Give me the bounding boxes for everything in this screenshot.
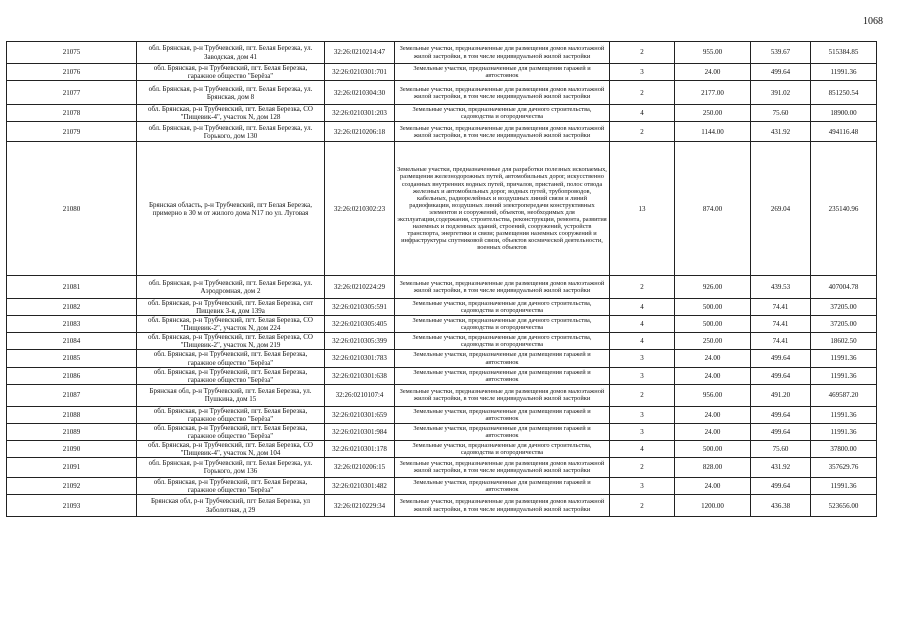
cadastral-value-cell: 515384.85 [811, 42, 877, 64]
row-number-cell: 21082 [7, 299, 137, 316]
specific-value-cell: 391.02 [751, 81, 811, 105]
table-row [7, 440, 877, 457]
land-use-purpose-cell: Земельные участки, предназначенные для размещения гаражей и автостоянок [395, 423, 610, 440]
land-use-purpose-cell: Земельные участки, предназначенные для размещения гаражей и автостоянок [395, 406, 610, 423]
use-group-cell: 13 [610, 142, 675, 276]
area-cell: 500.00 [675, 299, 751, 316]
use-group-cell: 3 [610, 350, 675, 367]
cadastral-number-cell: 32:26:0210301:659 [325, 406, 395, 423]
row-number-cell: 21092 [7, 477, 137, 494]
specific-value-cell: 75.60 [751, 105, 811, 122]
cadastral-value-cell: 18900.00 [811, 105, 877, 122]
area-cell: 2177.00 [675, 81, 751, 105]
cadastral-value-cell: 469587.20 [811, 384, 877, 406]
table-row [7, 333, 877, 350]
cadastral-number-cell: 32:26:0210229:34 [325, 495, 395, 517]
land-use-purpose-cell: Земельные участки, предназначенные для размещения домов малоэтажной жилой застройки, в том числе индивидуальной жилой застройки [395, 457, 610, 477]
cadastral-value-cell: 11991.36 [811, 477, 877, 494]
use-group-cell: 3 [610, 423, 675, 440]
address-cell: Брянская обл, р-н Трубчевский, пгт Белая Березка, ул Заболотная, д 29 [137, 495, 325, 517]
address-cell: Брянская обл, р-н Трубчевский, пгт. Белая Березка, ул. Пушкина, дом 15 [137, 384, 325, 406]
row-number-cell: 21078 [7, 105, 137, 122]
address-cell: обл. Брянская, р-н Трубчевский, пгт. Белая Березка, ул. Горького, дом 130 [137, 122, 325, 142]
row-number-cell: 21084 [7, 333, 137, 350]
cadastral-number-cell: 32:26:0210214:47 [325, 42, 395, 64]
cadastral-number-cell: 32:26:0210224:29 [325, 276, 395, 299]
specific-value-cell: 499.64 [751, 64, 811, 81]
specific-value-cell: 499.64 [751, 350, 811, 367]
use-group-cell: 2 [610, 457, 675, 477]
land-use-purpose-cell: Земельные участки, предназначенные для размещения гаражей и автостоянок [395, 477, 610, 494]
specific-value-cell: 499.64 [751, 477, 811, 494]
cadastral-value-cell: 11991.36 [811, 423, 877, 440]
cadastral-number-cell: 32:26:0210301:203 [325, 105, 395, 122]
cadastral-value-cell: 11991.36 [811, 367, 877, 384]
area-cell: 874.00 [675, 142, 751, 276]
table-row [7, 142, 877, 276]
table-row [7, 384, 877, 406]
table-row [7, 105, 877, 122]
row-number-cell: 21085 [7, 350, 137, 367]
specific-value-cell: 499.64 [751, 423, 811, 440]
row-number-cell: 21088 [7, 406, 137, 423]
cadastral-value-cell: 523656.00 [811, 495, 877, 517]
specific-value-cell: 74.41 [751, 299, 811, 316]
area-cell: 500.00 [675, 440, 751, 457]
cadastral-number-cell: 32:26:0210301:638 [325, 367, 395, 384]
use-group-cell: 2 [610, 81, 675, 105]
cadastral-number-cell: 32:26:0210301:482 [325, 477, 395, 494]
specific-value-cell: 74.41 [751, 316, 811, 333]
row-number-cell: 21076 [7, 64, 137, 81]
cadastral-number-cell: 32:26:0210304:30 [325, 81, 395, 105]
address-cell: обл. Брянская, р-н Трубчевский, пгт. Белая Березка, гаражное общество "Берёза" [137, 406, 325, 423]
cadastral-value-cell: 407004.78 [811, 276, 877, 299]
land-use-purpose-cell: Земельные участки, предназначенные для размещения домов малоэтажной жилой застройки, в том числе индивидуальной жилой застройки [395, 42, 610, 64]
specific-value-cell: 436.38 [751, 495, 811, 517]
cadastral-value-cell: 851250.54 [811, 81, 877, 105]
cadastral-value-cell: 11991.36 [811, 350, 877, 367]
land-use-purpose-cell: Земельные участки, предназначенные для размещения домов малоэтажной жилой застройки, в том числе индивидуальной жилой застройки [395, 384, 610, 406]
area-cell: 500.00 [675, 316, 751, 333]
area-cell: 956.00 [675, 384, 751, 406]
area-cell: 828.00 [675, 457, 751, 477]
specific-value-cell: 439.53 [751, 276, 811, 299]
land-use-purpose-cell: Земельные участки, предназначенные для размещения домов малоэтажной жилой застройки, в том числе индивидуальной жилой застройки [395, 122, 610, 142]
use-group-cell: 4 [610, 333, 675, 350]
use-group-cell: 4 [610, 105, 675, 122]
land-use-purpose-cell: Земельные участки, предназначенные для размещения домов малоэтажной жилой застройки, в том числе индивидуальной жилой застройки [395, 495, 610, 517]
cadastral-number-cell: 32:26:0210107:4 [325, 384, 395, 406]
cadastral-number-cell: 32:26:0210302:23 [325, 142, 395, 276]
row-number-cell: 21083 [7, 316, 137, 333]
specific-value-cell: 74.41 [751, 333, 811, 350]
area-cell: 1200.00 [675, 495, 751, 517]
address-cell: обл. Брянская, р-н Трубчевский, пгт. Белая Березка, снт Пищевик 3-я, дом 139а [137, 299, 325, 316]
table-row [7, 276, 877, 299]
cadastral-value-cell: 11991.36 [811, 406, 877, 423]
area-cell: 1144.00 [675, 122, 751, 142]
address-cell: обл. Брянская, р-н Трубчевский, пгт. Белая Березка, гаражное общество "Берёза" [137, 367, 325, 384]
land-use-purpose-cell: Земельные участки, предназначенные для размещения домов малоэтажной жилой застройки, в том числе индивидуальной жилой застройки [395, 276, 610, 299]
cadastral-value-cell: 18602.50 [811, 333, 877, 350]
table-row [7, 423, 877, 440]
cadastral-number-cell: 32:26:0210305:399 [325, 333, 395, 350]
specific-value-cell: 499.64 [751, 406, 811, 423]
land-use-purpose-cell: Земельные участки, предназначенные для размещения гаражей и автостоянок [395, 64, 610, 81]
row-number-cell: 21080 [7, 142, 137, 276]
use-group-cell: 3 [610, 367, 675, 384]
land-use-purpose-cell: Земельные участки, предназначенные для дачного строительства, садоводства и огородничества [395, 299, 610, 316]
table-row [7, 406, 877, 423]
table-row [7, 367, 877, 384]
specific-value-cell: 75.60 [751, 440, 811, 457]
address-cell: обл. Брянская, р-н Трубчевский, пгт. Белая Березка, СО "Пищевик-4", участок N, дом 128 [137, 105, 325, 122]
address-cell: Брянская область, р-н Трубчевский, пгт Белая Березка, примерно в 30 м от жилого дома N17 по ул. Луговая [137, 142, 325, 276]
area-cell: 24.00 [675, 477, 751, 494]
area-cell: 926.00 [675, 276, 751, 299]
cadastral-number-cell: 32:26:0210305:405 [325, 316, 395, 333]
use-group-cell: 2 [610, 276, 675, 299]
cadastral-value-cell: 235140.96 [811, 142, 877, 276]
cadastral-number-cell: 32:26:0210301:783 [325, 350, 395, 367]
address-cell: обл. Брянская, р-н Трубчевский, пгт. Белая Березка, гаражное общество "Берёза" [137, 64, 325, 81]
row-number-cell: 21077 [7, 81, 137, 105]
land-use-purpose-cell: Земельные участки, предназначенные для размещения гаражей и автостоянок [395, 350, 610, 367]
land-use-purpose-cell: Земельные участки, предназначенные для размещения домов малоэтажной жилой застройки, в том числе индивидуальной жилой застройки [395, 81, 610, 105]
specific-value-cell: 491.20 [751, 384, 811, 406]
table-row [7, 122, 877, 142]
table-row [7, 457, 877, 477]
land-use-purpose-cell: Земельные участки, предназначенные для размещения гаражей и автостоянок [395, 367, 610, 384]
table-row [7, 81, 877, 105]
land-use-purpose-cell: Земельные участки, предназначенные для дачного строительства, садоводства и огородничества [395, 105, 610, 122]
row-number-cell: 21089 [7, 423, 137, 440]
area-cell: 250.00 [675, 105, 751, 122]
address-cell: обл. Брянская, р-н Трубчевский, пгт. Белая Березка, ул. Заводская, дом 41 [137, 42, 325, 64]
cadastral-number-cell: 32:26:0210301:178 [325, 440, 395, 457]
land-use-purpose-cell: Земельные участки, предназначенные для дачного строительства, садоводства и огородничества [395, 333, 610, 350]
row-number-cell: 21087 [7, 384, 137, 406]
area-cell: 24.00 [675, 367, 751, 384]
use-group-cell: 2 [610, 42, 675, 64]
row-number-cell: 21093 [7, 495, 137, 517]
cadastral-value-table [6, 41, 877, 517]
cadastral-value-cell: 357629.76 [811, 457, 877, 477]
address-cell: обл. Брянская, р-н Трубчевский, пгт. Белая Березка, ул. Аэродромная, дом 2 [137, 276, 325, 299]
use-group-cell: 2 [610, 495, 675, 517]
table-row [7, 495, 877, 517]
cadastral-value-cell: 37205.00 [811, 299, 877, 316]
row-number-cell: 21090 [7, 440, 137, 457]
area-cell: 250.00 [675, 333, 751, 350]
use-group-cell: 4 [610, 299, 675, 316]
table-row [7, 299, 877, 316]
table-row [7, 42, 877, 64]
address-cell: обл. Брянская, р-н Трубчевский, пгт. Белая Березка, гаражное общество "Берёза" [137, 423, 325, 440]
page-number: 1068 [863, 16, 883, 27]
table-row [7, 350, 877, 367]
cadastral-number-cell: 32:26:0210206:18 [325, 122, 395, 142]
area-cell: 24.00 [675, 64, 751, 81]
cadastral-number-cell: 32:26:0210301:984 [325, 423, 395, 440]
cadastral-value-cell: 37205.00 [811, 316, 877, 333]
cadastral-number-cell: 32:26:0210305:591 [325, 299, 395, 316]
use-group-cell: 2 [610, 384, 675, 406]
address-cell: обл. Брянская, р-н Трубчевский, пгт. Белая Березка, гаражное общество "Берёза" [137, 350, 325, 367]
cadastral-value-cell: 11991.36 [811, 64, 877, 81]
area-cell: 24.00 [675, 423, 751, 440]
use-group-cell: 3 [610, 64, 675, 81]
specific-value-cell: 499.64 [751, 367, 811, 384]
table-row [7, 477, 877, 494]
address-cell: обл. Брянская, р-н Трубчевский, пгт. Белая Березка, гаражное общество "Берёза" [137, 477, 325, 494]
use-group-cell: 3 [610, 406, 675, 423]
use-group-cell: 4 [610, 440, 675, 457]
use-group-cell: 3 [610, 477, 675, 494]
land-use-purpose-cell: Земельные участки, предназначенные для дачного строительства, садоводства и огородничества [395, 316, 610, 333]
row-number-cell: 21081 [7, 276, 137, 299]
row-number-cell: 21079 [7, 122, 137, 142]
land-use-purpose-cell: Земельные участки, предназначенные для разработки полезных ископаемых, размещения железнодорожных путей, автомобильных дорог, искусственно созданных внутренних водных путей, причалов, пристаней, полос отвода железных и автомобильных дорог, водных путей, трубопроводов, кабельных, радиорелейных и воздушных линий связи и линий радиофикации, воздушных линий электропередачи конструктивных элементов и сооружений, объектов, необходимых для эксплуатации,содержания, строительства, реконструкции, ремонта, развития наземных и подземных зданий, строений, сооружений, устройств транспорта, энергетики и связи; размещения наземных сооружений и инфраструктуры спутниковой связи, объектов космической деятельности, военных объектов [395, 142, 610, 276]
use-group-cell: 2 [610, 122, 675, 142]
cadastral-number-cell: 32:26:0210301:701 [325, 64, 395, 81]
cadastral-value-cell: 494116.48 [811, 122, 877, 142]
specific-value-cell: 431.92 [751, 122, 811, 142]
land-use-purpose-cell: Земельные участки, предназначенные для дачного строительства, садоводства и огородничества [395, 440, 610, 457]
address-cell: обл. Брянская, р-н Трубчевский, пгт. Белая Березка, СО "Пищевик-2", участок N, дом 224 [137, 316, 325, 333]
area-cell: 24.00 [675, 406, 751, 423]
cadastral-number-cell: 32:26:0210206:15 [325, 457, 395, 477]
specific-value-cell: 539.67 [751, 42, 811, 64]
specific-value-cell: 269.04 [751, 142, 811, 276]
address-cell: обл. Брянская, р-н Трубчевский, пгт. Белая Березка, СО "Пищевик-4", участок N, дом 104 [137, 440, 325, 457]
table-row [7, 64, 877, 81]
address-cell: обл. Брянская, р-н Трубчевский, пгт. Белая Березка, ул. Брянская, дом 8 [137, 81, 325, 105]
area-cell: 955.00 [675, 42, 751, 64]
row-number-cell: 21075 [7, 42, 137, 64]
row-number-cell: 21086 [7, 367, 137, 384]
cadastral-value-cell: 37800.00 [811, 440, 877, 457]
use-group-cell: 4 [610, 316, 675, 333]
row-number-cell: 21091 [7, 457, 137, 477]
area-cell: 24.00 [675, 350, 751, 367]
specific-value-cell: 431.92 [751, 457, 811, 477]
address-cell: обл. Брянская, р-н Трубчевский, пгт. Белая Березка, СО "Пищевик-2", участок N, дом 219 [137, 333, 325, 350]
table-row [7, 316, 877, 333]
address-cell: обл. Брянская, р-н Трубчевский, пгт. Белая Березка, ул. Горького, дом 136 [137, 457, 325, 477]
